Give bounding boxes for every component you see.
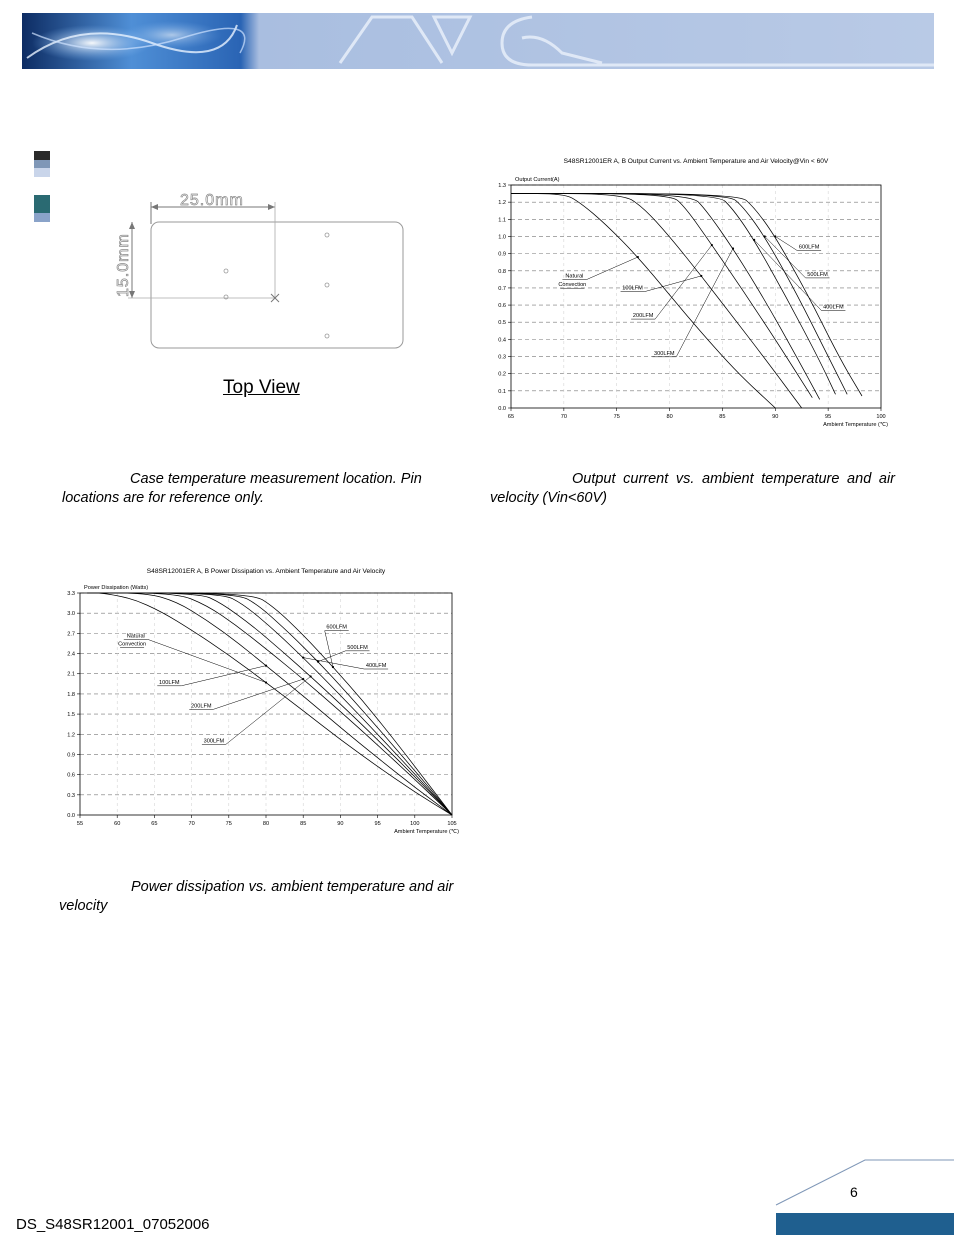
annotation-leader [645, 276, 702, 292]
y-tick-label: 0.0 [498, 406, 506, 412]
series-line-500lfm [511, 194, 847, 395]
series-annotation: Convection [558, 282, 587, 289]
annotation-leader [586, 257, 637, 280]
series-line-300lfm [511, 194, 820, 400]
y-tick-label: 0.9 [67, 752, 75, 759]
y-tick-label: 0.2 [498, 371, 506, 378]
page-number: 6 [850, 1184, 858, 1200]
x-tick-label: 75 [225, 821, 232, 827]
color-swatch-group-1 [34, 151, 50, 177]
x-tick-label: 70 [188, 821, 195, 827]
annotation-leader [148, 639, 266, 682]
series-annotation: 500LFM [347, 644, 368, 651]
x-tick-label: 80 [666, 414, 673, 420]
series-annotation: 100LFM [622, 285, 643, 292]
series-line-400lfm [87, 593, 452, 815]
annotation-arrowhead [265, 665, 267, 667]
x-tick-label: 100 [876, 414, 886, 420]
series-line-natural-convection [511, 194, 775, 408]
y-tick-label: 2.4 [67, 651, 75, 658]
swatch-pale [34, 168, 50, 177]
series-annotation: 300LFM [203, 738, 225, 745]
series-annotation: 200LFM [632, 313, 654, 320]
y-tick-label: 1.3 [498, 183, 506, 189]
caption-text: Case temperature measurement location. Pin locations are for reference only. [62, 471, 422, 506]
chart-y-axis-label: Power Dissipation (Watts) [84, 585, 149, 591]
y-tick-label: 1.0 [498, 234, 506, 241]
module-outline [151, 222, 403, 348]
series-annotation: 300LFM [654, 350, 675, 357]
chart-title: S48SR12001ER A, B Power Dissipation vs. Ambient Temperature and Air Velocity [146, 568, 386, 575]
series-line-400lfm [511, 194, 836, 395]
y-tick-label: 0.0 [67, 813, 75, 819]
x-tick-label: 105 [447, 821, 457, 827]
caption-line-1: Power dissipation vs. ambient temperature and air [131, 879, 454, 895]
dim-label-vertical: 15.0mm [115, 233, 132, 297]
annotation-leader [213, 679, 303, 709]
y-tick-label: 0.4 [498, 337, 506, 344]
y-tick-label: 1.2 [498, 200, 506, 207]
x-tick-label: 95 [825, 414, 832, 420]
caption-line-1: Output current vs. ambient temperature and air [572, 471, 895, 487]
annotation-arrowhead [302, 678, 304, 680]
y-tick-label: 1.8 [67, 691, 75, 698]
y-tick-label: 2.7 [67, 631, 75, 638]
x-tick-label: 75 [613, 414, 620, 420]
color-swatch-group-2 [34, 195, 50, 222]
chart-power-dissipation [55, 562, 465, 842]
series-annotation: Natural [126, 633, 145, 640]
series-annotation: 200LFM [191, 703, 212, 710]
y-tick-label: 0.3 [67, 792, 75, 799]
swatch-dark [34, 151, 50, 160]
series-annotation: Convection [118, 641, 147, 648]
series-annotation: 400LFM [823, 304, 844, 311]
footer-document-id: DS_S48SR12001_07052006 [16, 1216, 210, 1233]
series-annotation: 400LFM [365, 663, 387, 669]
caption-line-2: velocity [59, 898, 108, 914]
x-tick-label: 65 [507, 414, 515, 420]
annotation-leader [676, 248, 733, 356]
chart-title: S48SR12001ER A, B Output Current vs. Ambient Temperature and Air Velocity@Vin < 60V [563, 158, 829, 165]
swatch-teal-light [34, 213, 50, 222]
y-tick-label: 0.6 [67, 772, 75, 779]
x-tick-label: 85 [300, 821, 307, 827]
plot-frame [511, 185, 881, 408]
x-tick-label: 70 [560, 414, 567, 420]
swatch-teal [34, 195, 50, 213]
y-tick-label: 0.9 [498, 251, 506, 258]
x-tick-label: 95 [374, 821, 381, 827]
series-annotation: 600LFM [326, 624, 347, 631]
annotation-leader [318, 651, 345, 662]
caption-line-2: velocity (Vin<60V) [490, 490, 607, 506]
pin-marks [224, 233, 329, 338]
x-tick-label: 65 [151, 821, 158, 827]
annotation-arrowhead [332, 666, 334, 668]
annotation-arrowhead [317, 661, 319, 663]
x-tick-label: 85 [719, 414, 726, 420]
series-line-100lfm [511, 194, 802, 408]
annotation-arrowhead [302, 656, 304, 658]
x-tick-label: 60 [114, 821, 121, 827]
y-tick-label: 3.0 [67, 611, 75, 618]
y-tick-label: 1.5 [67, 712, 75, 719]
y-tick-label: 0.3 [498, 354, 506, 361]
x-tick-label: 90 [337, 821, 344, 827]
series-annotation: 500LFM [807, 271, 828, 278]
x-tick-label: 100 [410, 821, 420, 827]
annotation-arrowhead [753, 239, 755, 241]
annotation-arrowhead [764, 235, 766, 237]
chart-output-current [490, 152, 900, 432]
x-tick-label: 55 [76, 821, 84, 827]
series-annotation: Natural [565, 273, 584, 280]
y-tick-label: 1.1 [498, 217, 506, 224]
annotation-arrowhead [637, 256, 639, 258]
caption-output-current [490, 470, 895, 508]
chart-x-axis-label: Ambient Temperature (℃) [823, 422, 888, 428]
annotation-arrowhead [732, 247, 734, 249]
y-tick-label: 0.8 [498, 268, 506, 275]
x-tick-label: 90 [772, 414, 779, 420]
annotation-leader [655, 245, 712, 319]
caption-power-dissipation [59, 878, 459, 916]
y-tick-label: 3.3 [67, 591, 75, 597]
footer-corner-decoration [770, 1155, 954, 1235]
header-banner [22, 13, 934, 69]
y-tick-label: 1.2 [67, 732, 75, 739]
annotation-arrowhead [310, 675, 312, 677]
series-line-200lfm [511, 194, 812, 398]
pcb-top-view-drawing [100, 180, 420, 370]
series-annotation: 100LFM [159, 679, 180, 686]
series-annotation: 600LFM [798, 244, 820, 251]
dim-label-horizontal: 25.0mm [180, 192, 244, 209]
swatch-steel [34, 160, 50, 168]
annotation-arrowhead [700, 275, 702, 277]
y-tick-label: 0.1 [498, 388, 506, 395]
chart-y-axis-label: Output Current(A) [515, 177, 560, 183]
caption-case-temperature [62, 470, 452, 508]
y-tick-label: 0.7 [498, 285, 506, 292]
annotation-leader [181, 666, 266, 686]
y-tick-label: 2.1 [67, 671, 75, 678]
y-tick-label: 0.6 [498, 303, 506, 310]
annotation-arrowhead [265, 681, 267, 683]
x-tick-label: 80 [262, 821, 270, 827]
chart-x-axis-label: Ambient Temperature (℃) [394, 829, 459, 835]
y-tick-label: 0.5 [498, 320, 506, 327]
annotation-leader [325, 631, 333, 667]
annotation-arrowhead [711, 244, 713, 246]
top-view-label: Top View [223, 377, 300, 398]
annotation-arrowhead [774, 235, 776, 237]
